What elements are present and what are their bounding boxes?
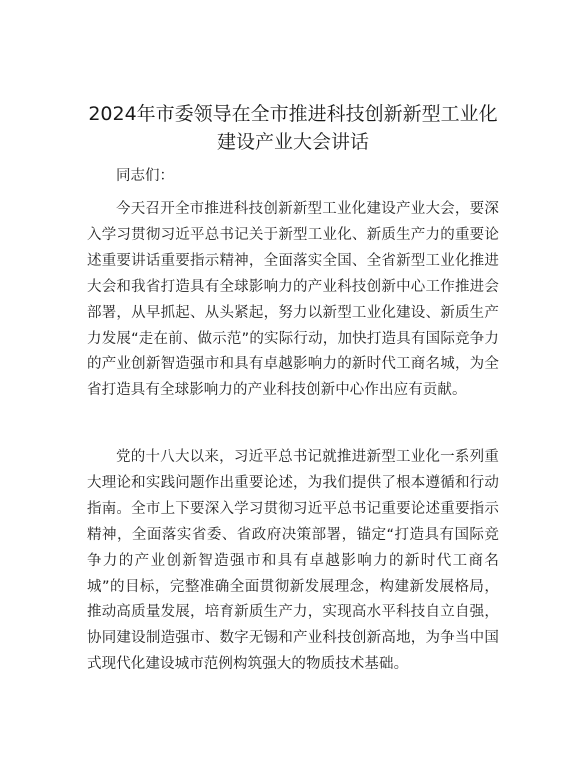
greeting: 同志们： bbox=[116, 168, 174, 184]
paragraph-1: 今天召开全市推进科技创新新型工业化建设产业大会，要深入学习贯彻习近平总书记关于新型工业化、新质生产力的重要论述重要讲话重要指示精神，全面落实全国、全省新型工业化推进大会和我省打造具有全球影响力的产业科技创新中心工作推进会部署，从早抓起、从头紧起，努力以新型工业化建设、新质生产力发展“走在前、做示范”的实际行动，加快打造具有国际竞争力的产业创新智造强市和具有卓越影响力的新时代工商名城，为全省打造具有全球影响力的产业科技创新中心作出应有贡献。 bbox=[87, 201, 499, 399]
paragraph-2: 党的十八大以来，习近平总书记就推进新型工业化一系列重大理论和实践问题作出重要论述，为我们提供了根本遵循和行动指南。全市上下要深入学习贯彻习近平总书记重要论述重要指示精神，全面落实省委、省政府决策部署，锚定“打造具有国际竞争力的产业创新智造强市和具有卓越影响力的新时代工商名城”的目标，完整准确全面贯彻新发展理念，构建新发展格局，推动高质量发展，培育新质生产力，实现高水平科技自立自强，协同建设制造强市、数字无锡和产业科技创新高地，为争当中国式现代化建设城市范例构筑强大的物质技术基础。 bbox=[87, 449, 499, 673]
document-title: 2024年市委领导在全市推进科技创新新型工业化建设产业大会讲话 bbox=[88, 103, 498, 153]
